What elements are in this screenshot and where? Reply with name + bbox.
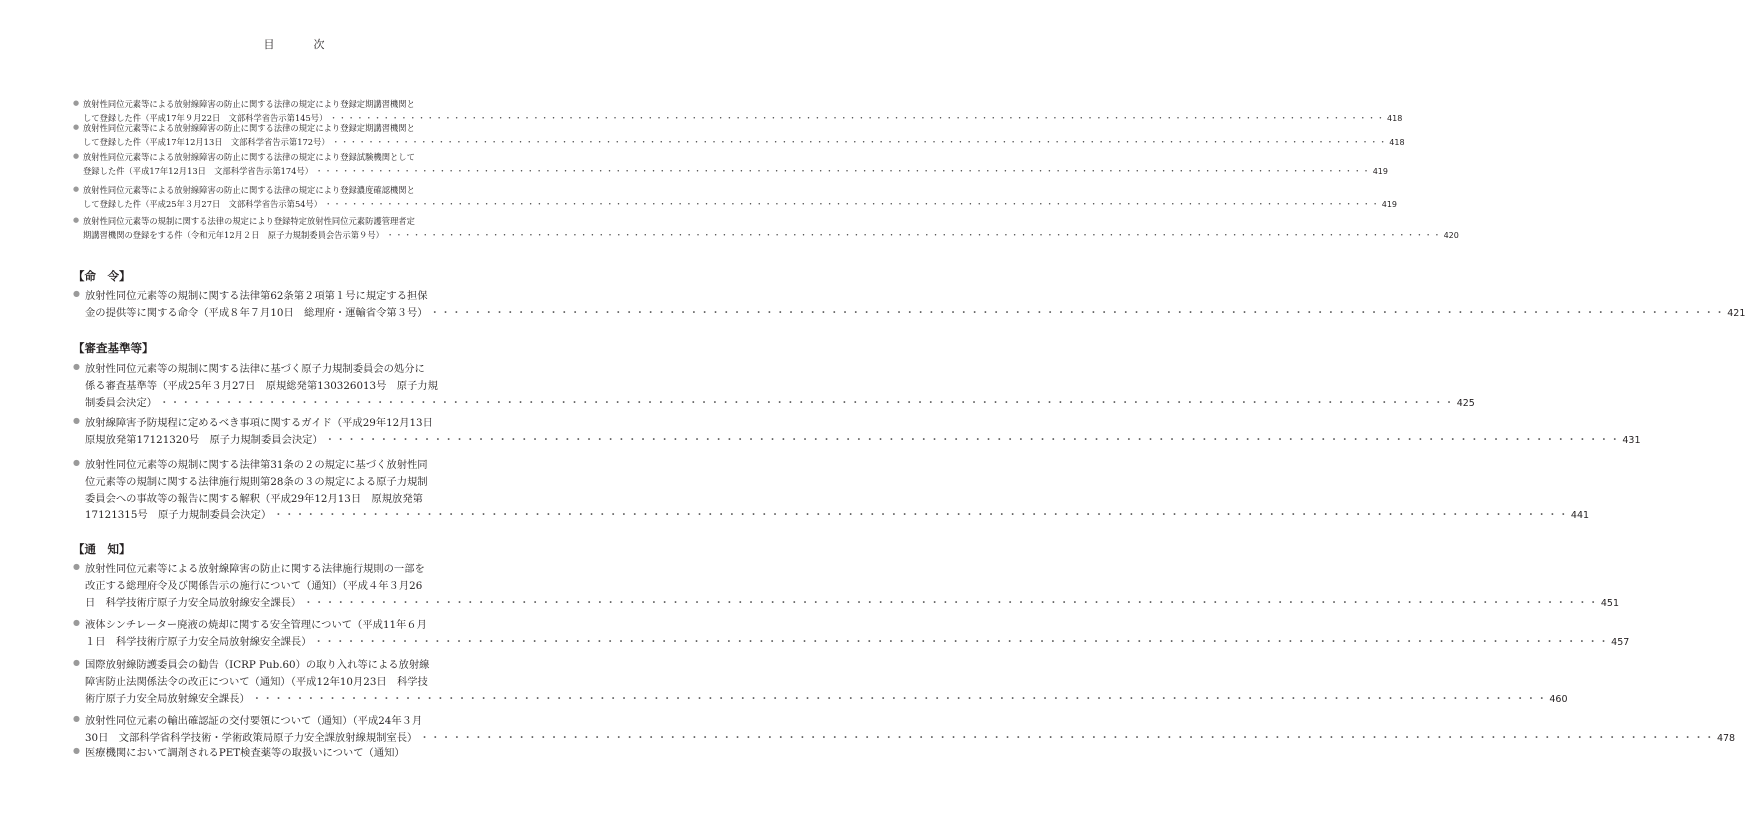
toc-entry-text: 係る審査基準等（平成25年３月27日 原規総発第130326013号 原子力規 [85,379,438,392]
toc-entry-line [85,456,428,471]
toc-entry-text: 制委員会決定） [85,396,158,409]
toc-entry[interactable] [73,360,1475,410]
toc-entry-text: 放射性同位元素の輸出確認証の交付要領について（通知）（平成24年３月 [85,715,423,727]
toc-entry[interactable] [73,414,1641,448]
toc-entry-text: 放射性同位元素等の規制に関する法律の規定により登録特定放射性同位元素防護管理者定 [83,216,415,226]
bullet-icon: ● [73,362,80,371]
page-number: 457 [1611,636,1630,648]
toc-entry-line [85,394,1475,409]
toc-entry[interactable] [73,712,1736,746]
bullet-icon: ● [73,216,80,224]
toc-entry-line [85,616,427,631]
toc-entry-line [83,229,1459,241]
toc-entry-line [85,490,423,505]
toc-entry-text: 障害防止法関係法令の改正について（通知）（平成12年10月23日 科学技 [85,675,428,688]
toc-entry[interactable] [73,151,1388,179]
bullet-icon: ● [73,99,80,107]
toc-entry-text: 放射性同位元素等の規制に関する法律に基づく原子力規制委員会の処分に [85,363,425,375]
page-number: 425 [1456,397,1475,409]
page-number: 478 [1716,732,1736,744]
toc-entry[interactable] [73,456,1590,523]
toc-entry[interactable] [73,184,1398,212]
toc-entry[interactable] [73,656,1568,706]
toc-entry-line [83,198,1398,210]
toc-entry-text: 放射性同位元素等による放射線障害の防止に関する法律の規定により登録試験機関として [83,152,415,162]
page-number: 460 [1549,693,1568,705]
toc-entry-text: 原規放発第17121320号 原子力規制委員会決定） [85,433,323,446]
page-number: 419 [1381,200,1398,209]
page-number: 421 [1727,307,1745,319]
toc-entry-text: 国際放射線防護委員会の勧告（ICRP Pub.60）の取り入れ等による放射線 [85,659,430,671]
bullet-icon: ● [73,123,80,131]
toc-entry-line [83,122,415,134]
toc-entry-line [85,360,425,375]
toc-entry-line [85,656,429,671]
toc-entry-line [83,136,1405,148]
toc-entry-text: して登録した件（平成17年９月22日 文部科学省告示第145号） [83,113,328,123]
leader-dots: ・・・・・・・・・・・・・・・・・・・・・・・・・・・・・・・・・・・・・・・・・・・・・・・・・・・・・・・・・・・・・・・・・・・・・・・・・・・・・・・・・・・・・・・・・・・・・・・・・・・・・・・・・・・・・・・・・・・・・・・・ [313,635,1610,648]
bullet-icon: ● [73,618,80,627]
toc-entry[interactable] [73,616,1630,650]
leader-dots: ・・・・・・・・・・・・・・・・・・・・・・・・・・・・・・・・・・・・・・・・・・・・・・・・・・・・・・・・・・・・・・・・・・・・・・・・・・・・・・・・・・・・・・・・・・・・・・・・・・・・・・・・・・・・・・・・・・・・・・・・ [385,230,1442,240]
leader-dots: ・・・・・・・・・・・・・・・・・・・・・・・・・・・・・・・・・・・・・・・・・・・・・・・・・・・・・・・・・・・・・・・・・・・・・・・・・・・・・・・・・・・・・・・・・・・・・・・・・・・・・・・・・・・・・・・・・・・・・・・・ [429,306,1726,319]
page-number: 451 [1600,597,1619,609]
toc-entry-text: 放射性同位元素等の規制に関する法律第31条の２の規定に基づく放射性同 [85,459,428,471]
page-number: 420 [1443,231,1459,240]
toc-entry-text: 液体シンチレーター廃液の焼却に関する安全管理について（平成11年６月 [85,619,427,631]
toc-entry-line [85,594,1619,609]
section-header-meirei: 【命 令】 [73,269,131,283]
toc-entry-text: 金の提供等に関する命令（平成８年７月10日 総理府・運輸省令第３号） [85,306,428,319]
toc-entry-line [85,690,1568,705]
bullet-icon: ● [73,658,80,667]
leader-dots: ・・・・・・・・・・・・・・・・・・・・・・・・・・・・・・・・・・・・・・・・・・・・・・・・・・・・・・・・・・・・・・・・・・・・・・・・・・・・・・・・・・・・・・・・・・・・・・・・・・・・・・・・・・・・・・・・・・・・・・・・ [324,433,1621,446]
leader-dots: ・・・・・・・・・・・・・・・・・・・・・・・・・・・・・・・・・・・・・・・・・・・・・・・・・・・・・・・・・・・・・・・・・・・・・・・・・・・・・・・・・・・・・・・・・・・・・・・・・・・・・・・・・・・・・・・・・・・・・・・・ [324,199,1380,209]
section-header-shinsa: 【審査基準等】 [73,341,154,355]
toc-entry-line [85,673,428,688]
toc-entry-text: １日 科学技術庁原子力安全局放射線安全課長） [85,635,312,648]
bullet-icon: ● [73,185,80,193]
toc-entry-text: 放射性同位元素等の規制に関する法律第62条第２項第１号に規定する担保 [85,290,428,302]
toc-entry-text: 30日 文部科学省科学技術・学術政策局原子力安全課放射線規制室長） [85,731,418,744]
bullet-icon: ● [73,562,80,571]
toc-entry-line [85,473,428,488]
toc-entry-line [83,98,415,110]
page-number: 419 [1372,167,1388,176]
leader-dots: ・・・・・・・・・・・・・・・・・・・・・・・・・・・・・・・・・・・・・・・・・・・・・・・・・・・・・・・・・・・・・・・・・・・・・・・・・・・・・・・・・・・・・・・・・・・・・・・・・・・・・・・・・・・・・・・・・・・・・・・・ [315,166,1371,176]
toc-entry-line [83,215,415,227]
toc-entry-line [83,151,415,163]
toc-entry-line [85,287,428,302]
toc-entry[interactable] [73,215,1459,243]
page-number: 418 [1389,138,1405,147]
toc-entry-text: 放射線障害予防規程に定めるべき事項に関するガイド（平成29年12月13日 [85,417,433,429]
bullet-icon: ● [73,152,80,160]
toc-entry-line [83,184,415,196]
leader-dots: ・・・・・・・・・・・・・・・・・・・・・・・・・・・・・・・・・・・・・・・・・・・・・・・・・・・・・・・・・・・・・・・・・・・・・・・・・・・・・・・・・・・・・・・・・・・・・・・・・・・・・・・・・・・・・・・・・・・・・・・・ [251,692,1548,705]
leader-dots: ・・・・・・・・・・・・・・・・・・・・・・・・・・・・・・・・・・・・・・・・・・・・・・・・・・・・・・・・・・・・・・・・・・・・・・・・・・・・・・・・・・・・・・・・・・・・・・・・・・・・・・・・・・・・・・・・・・・・・・・・ [159,396,1455,409]
toc-entry-line [85,729,1736,744]
toc-entry-line [85,304,1745,319]
toc-entry[interactable] [73,122,1405,150]
bullet-icon: ● [73,746,80,755]
leader-dots: ・・・・・・・・・・・・・・・・・・・・・・・・・・・・・・・・・・・・・・・・・・・・・・・・・・・・・・・・・・・・・・・・・・・・・・・・・・・・・・・・・・・・・・・・・・・・・・・・・・・・・・・・・・・・・・・・・・・・・・・・ [419,731,1715,744]
toc-entry-text: して登録した件（平成25年３月27日 文部科学省告示第54号） [83,199,323,209]
toc-entry-line [85,560,425,575]
toc-entry-text: 放射性同位元素等による放射線障害の防止に関する法律の規定により登録定期講習機関と [83,99,415,109]
toc-entry-text: 日 科学技術庁原子力安全局放射線安全課長） [85,596,302,609]
page-number: 441 [1570,510,1590,522]
page-number: 431 [1622,434,1641,446]
toc-entry-text: 17121315号 原子力規制委員会決定） [85,509,272,522]
toc-entry-line [85,712,422,727]
toc-entry-line [85,744,405,759]
page-number: 418 [1387,114,1403,123]
leader-dots: ・・・・・・・・・・・・・・・・・・・・・・・・・・・・・・・・・・・・・・・・・・・・・・・・・・・・・・・・・・・・・・・・・・・・・・・・・・・・・・・・・・・・・・・・・・・・・・・・・・・・・・・・・・・・・・・・・・・・・・・・ [273,509,1569,522]
toc-entry-line [85,414,433,429]
bullet-icon: ● [73,416,80,425]
toc-entry[interactable] [73,560,1619,610]
leader-dots: ・・・・・・・・・・・・・・・・・・・・・・・・・・・・・・・・・・・・・・・・・・・・・・・・・・・・・・・・・・・・・・・・・・・・・・・・・・・・・・・・・・・・・・・・・・・・・・・・・・・・・・・・・・・・・・・・・・・・・・・・ [331,137,1388,147]
toc-entry-text: 登録した件（平成17年12月13日 文部科学省告示第174号） [83,166,314,176]
section-header-tsuchi: 【通 知】 [73,542,131,556]
leader-dots: ・・・・・・・・・・・・・・・・・・・・・・・・・・・・・・・・・・・・・・・・・・・・・・・・・・・・・・・・・・・・・・・・・・・・・・・・・・・・・・・・・・・・・・・・・・・・・・・・・・・・・・・・・・・・・・・・・・・・・・・・ [329,113,1386,123]
page-title: 目 次 [263,38,339,51]
toc-entry-text: 委員会への事故等の報告に関する解釈（平成29年12月13日 原規放発第 [85,492,423,505]
bullet-icon: ● [73,458,80,467]
toc-entry-text: 放射性同位元素等による放射線障害の防止に関する法律の規定により登録定期講習機関と [83,123,415,133]
bullet-icon: ● [73,714,80,723]
toc-entry-text: 位元素等の規制に関する法律施行規則第28条の３の規定による原子力規制 [85,475,428,488]
toc-entry-text: 改正する総理府令及び関係告示の施行について（通知）（平成４年３月26 [85,579,423,592]
toc-entry-line [85,633,1630,648]
toc-entry-text: 術庁原子力安全局放射線安全課長） [85,692,250,705]
toc-entry-line [83,165,1388,177]
toc-entry-line [85,506,1590,522]
toc-entry-text: 期講習機関の登録をする件（令和元年12月２日 原子力規制委員会告示第９号） [83,230,384,240]
toc-entry-text: 放射性同位元素等による放射線障害の防止に関する法律の規定により登録濃度確認機関と [83,185,415,195]
toc-entry-line [85,577,422,592]
toc-entry[interactable] [73,744,517,761]
bullet-icon: ● [73,289,80,298]
toc-entry-text: 放射性同位元素等による放射線障害の防止に関する法律施行規則の一部を [85,563,425,575]
toc-entry-text: 医療機関において調剤されるPET検査薬等の取扱いについて（通知） [85,747,405,759]
toc-entry-text: して登録した件（平成17年12月13日 文部科学省告示第172号） [83,137,330,147]
leader-dots: ・・・・・・・・・・・・・・・・・・・・・・・・・・・・・・・・・・・・・・・・・・・・・・・・・・・・・・・・・・・・・・・・・・・・・・・・・・・・・・・・・・・・・・・・・・・・・・・・・・・・・・・・・・・・・・・・・・・・・・・・ [303,596,1599,609]
toc-entry-line [85,431,1641,446]
toc-entry[interactable] [73,287,1745,321]
toc-entry-line [85,377,438,392]
